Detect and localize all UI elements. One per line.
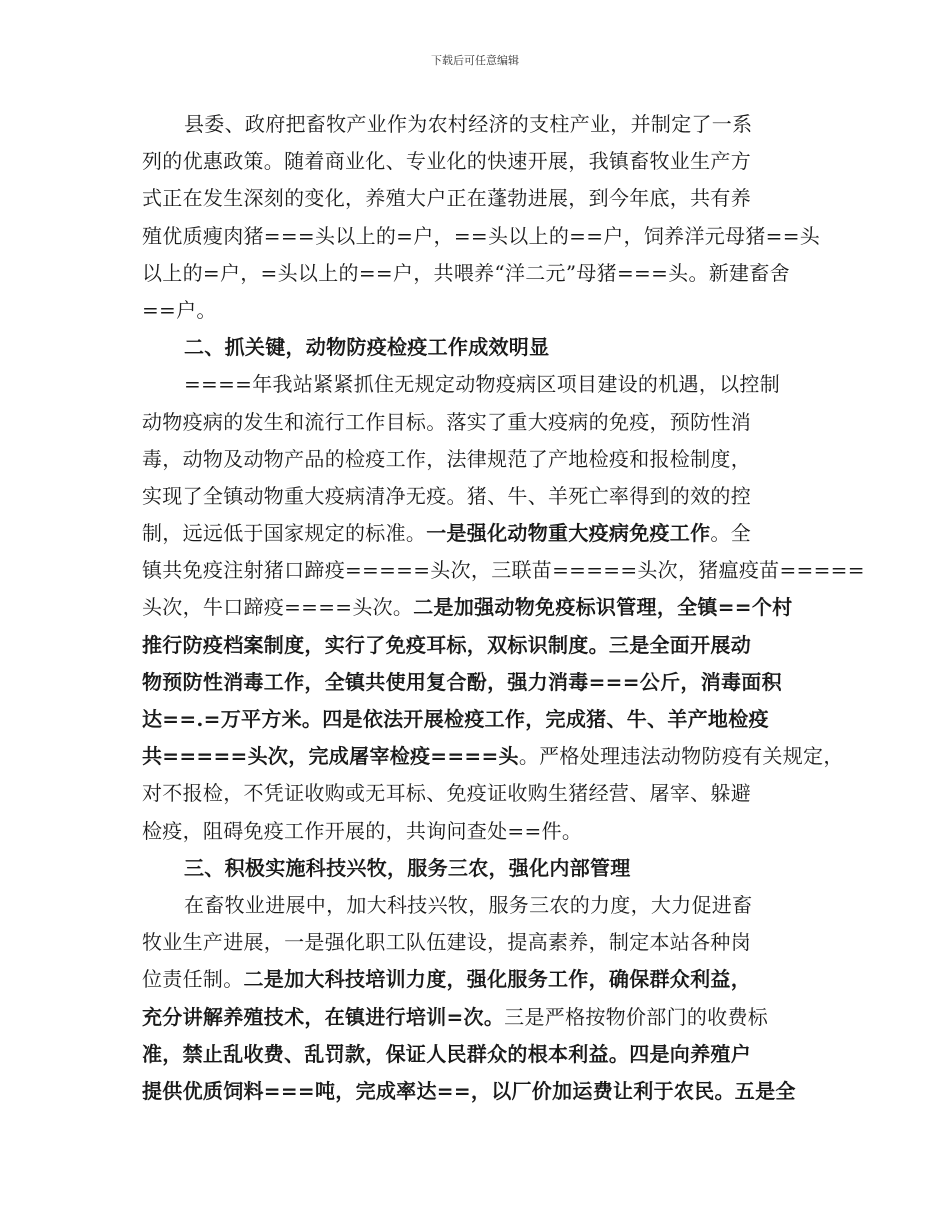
- paragraph-line: 提供优质饲料===吨，完成率达==，以厂价加运费让利于农民。五是全: [142, 1078, 796, 1103]
- paragraph-line: 实现了全镇动物重大疫病清净无疫。猪、牛、羊死亡率得到的效的控: [142, 483, 751, 508]
- paragraph-line: [142, 961, 816, 998]
- text-run: 制，远远低于国家规定的标准。: [142, 521, 427, 546]
- paragraph-line: 检疫，阻碍免疫工作开展的，共询问查处==件。: [142, 818, 583, 843]
- text-run: 头次，牛口蹄疫====头次。: [142, 595, 414, 620]
- paragraph-line: 在畜牧业进展中，加大科技兴牧，服务三农的力度，大力促进畜: [184, 892, 753, 917]
- paragraph-line: 毒，动物及动物产品的检疫工作，法律规范了产地检疫和报检制度，: [142, 446, 751, 471]
- text-run: 。全: [710, 521, 752, 546]
- paragraph-line: [142, 589, 816, 626]
- paragraph-line: [142, 999, 816, 1036]
- section-heading-3: 三、积极实施科技兴牧，服务三农，强化内部管理: [184, 855, 631, 880]
- paragraph-line: 镇共免疫注射猪口蹄疫=====头次，三联苗=====头次，猪瘟疫苗=====: [142, 558, 865, 583]
- paragraph-line: 动物疫病的发生和流行工作目标。落实了重大疫病的免疫，预防性消: [142, 409, 751, 434]
- paragraph-line: 物预防性消毒工作，全镇共使用复合酚，强力消毒===公斤，消毒面积: [142, 669, 782, 694]
- paragraph-line: 推行防疫档案制度，实行了免疫耳标，双标识制度。三是全面开展动: [142, 632, 751, 657]
- text-run: 位责任制。: [142, 967, 244, 992]
- bold-text-run: 一是强化动物重大疫病免疫工作: [426, 521, 711, 546]
- paragraph-line: 牧业生产进展，一是强化职工队伍建设，提高素养，制定本站各种岗: [142, 930, 751, 955]
- text-run: 三是严格按物价部门的收费标: [504, 1004, 769, 1029]
- bold-text-run: 共=====头次，完成屠宰检疫====头: [142, 744, 519, 769]
- bold-text-run: 二是加大科技培训力度，强化服务工作，确保群众利益，: [243, 967, 751, 992]
- paragraph-line: 式正在发生深刻的变化，养殖大户正在蓬勃进展，到今年底，共有养: [142, 186, 751, 211]
- paragraph-line: ====年我站紧紧抓住无规定动物疫病区项目建设的机遇，以控制: [184, 372, 781, 397]
- bold-text-run: 二是加强动物免疫标识管理，全镇==个村: [413, 595, 793, 620]
- paragraph-line: [142, 738, 844, 775]
- paragraph-line: 达==.=万平方米。四是依法开展检疫工作，完成猪、牛、羊产地检疫: [142, 707, 769, 731]
- page-header-note: 下载后可任意编辑: [431, 54, 519, 67]
- bold-text-run: 充分讲解养殖技术，在镇进行培训=次。: [142, 1004, 505, 1029]
- paragraph-line: 以上的=户，=头以上的==户，共喂养“洋二元”母猪===头。新建畜舍: [142, 260, 790, 285]
- paragraph-line: 县委、政府把畜牧产业作为农村经济的支柱产业，并制定了一系: [184, 112, 753, 136]
- paragraph-line: 对不报检，不凭证收购或无耳标、免疫证收购生猪经营、屠宰、躲避: [142, 781, 751, 806]
- paragraph-line: [142, 515, 816, 552]
- paragraph-line: 列的优惠政策。随着商业化、专业化的快速开展，我镇畜牧业生产方: [142, 149, 751, 174]
- paragraph-line: ==户。: [142, 297, 217, 322]
- section-heading-2: 二、抓关键，动物防疫检疫工作成效明显: [184, 335, 550, 360]
- document-body: [142, 106, 865, 1110]
- paragraph-line: 准，禁止乱收费、乱罚款，保证人民群众的根本利益。四是向养殖户: [142, 1041, 751, 1066]
- text-run: 。严格处理违法动物防疫有关规定，: [518, 744, 844, 769]
- paragraph-line: 殖优质瘦肉猪===头以上的=户，==头以上的==户，饲养洋元母猪==头: [142, 223, 821, 248]
